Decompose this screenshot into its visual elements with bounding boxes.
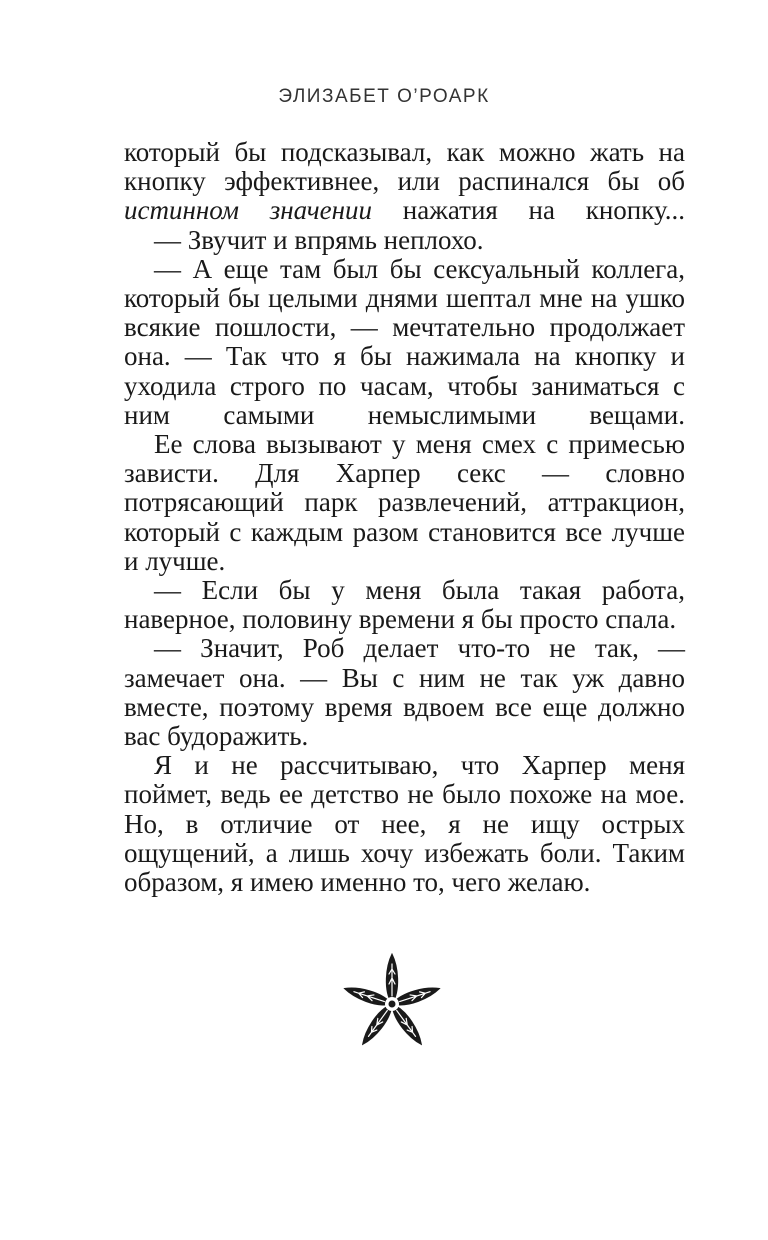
paragraph-2: — Звучит и впрямь неплохо. <box>154 224 484 255</box>
paragraph-1 <box>124 138 685 226</box>
paragraph-1-emphasis: истинном значении <box>124 195 373 226</box>
paragraph-7: Я и не рассчитываю, что Харпер меня поймет, ведь ее детство не было похоже на мое. Но, в отличие от нее, я не ищу острых ощущений, а лишь хочу избежать боли. Таким образом, я имею именно то, чего желаю. <box>124 750 685 898</box>
paragraph-6: — Значит, Роб делает что-то не так, — замечает она. — Вы с ним не так уж давно вместе, поэтому время вдвоем все еще должно вас будоражить. <box>124 633 685 752</box>
paragraph-4: Ее слова вызывают у меня смех с примесью зависти. Для Харпер секс — словно потрясающий парк развлечений, аттракцион, который с каждым разом становится все лучше и лучше. <box>124 429 685 576</box>
paragraph-1-text-before: который бы подсказывал, как можно жать на кнопку эффективнее, или распинался бы об <box>124 137 685 197</box>
body-text <box>124 138 685 897</box>
paragraph-3: — А еще там был бы сексуальный коллега, который бы целыми днями шептал мне на ушко всякие пошлости, — мечтательно продолжает она. — Так что я бы нажимала на кнопку и уходила строго по часам, чтобы заниматься с ним самыми немыслимыми вещами. <box>124 253 685 430</box>
paragraph-5: — Если бы у меня была такая работа, наверное, половину времени я бы просто спала. <box>124 575 685 635</box>
paragraph-1-text-after: нажатия на кнопку... <box>372 195 685 226</box>
flower-ornament-icon <box>338 950 446 1050</box>
running-head-author: ЭЛИЗАБЕТ О’РОАРК <box>278 86 490 107</box>
